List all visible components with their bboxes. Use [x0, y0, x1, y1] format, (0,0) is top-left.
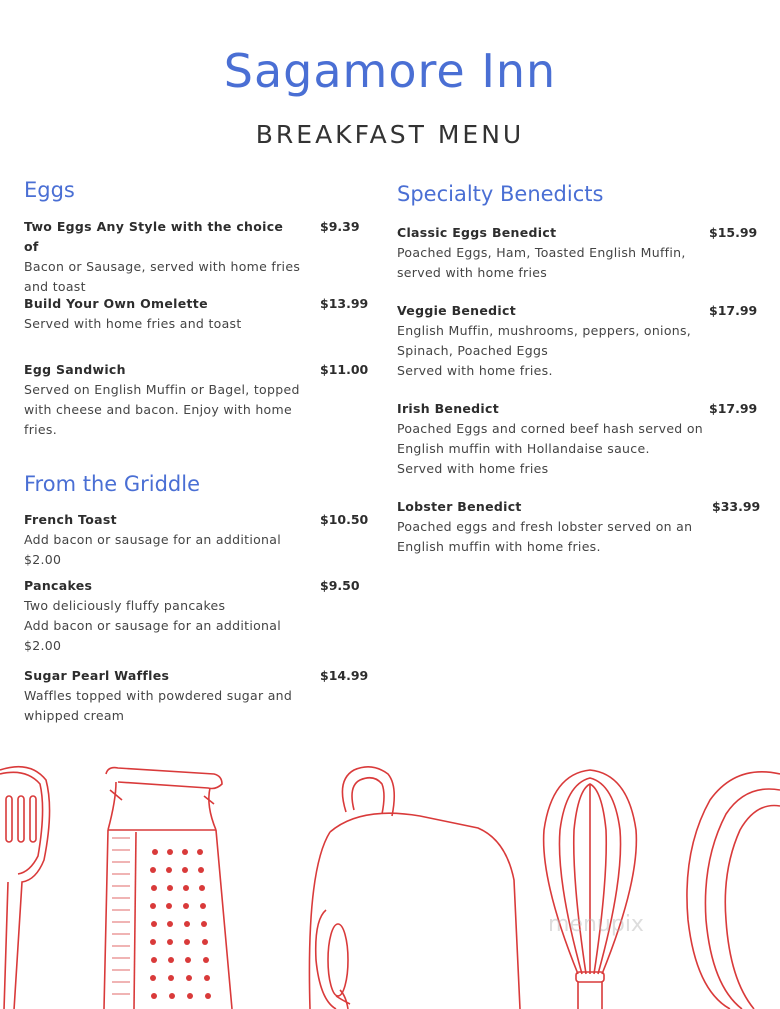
menu-item: [397, 301, 758, 381]
item-name: Two Eggs Any Style with the choice of: [24, 219, 284, 254]
item-price: $11.00: [320, 362, 369, 377]
item-price: $10.50: [320, 512, 369, 527]
restaurant-name: Sagamore Inn: [223, 44, 557, 98]
menu-item: [24, 294, 369, 334]
item-description: Poached Eggs and corned beef hash served on English muffin with Hollandaise sauce.: [397, 421, 703, 456]
menu-item: [397, 223, 758, 283]
item-price: $15.99: [709, 225, 758, 240]
item-name: Egg Sandwich: [24, 362, 126, 377]
menu-item: [24, 666, 369, 726]
section-title-benedicts: Specialty Benedicts: [397, 182, 604, 206]
spatula-icon: [0, 767, 50, 1009]
menu-item: [24, 510, 369, 570]
item-description-extra: Served with home fries.: [397, 363, 553, 378]
item-price: $9.39: [320, 219, 360, 234]
menu-item: [24, 576, 360, 656]
item-name: French Toast: [24, 512, 117, 527]
menu-title: BREAKFAST MENU: [255, 120, 525, 149]
item-name: Sugar Pearl Waffles: [24, 668, 170, 683]
item-price: $17.99: [709, 303, 758, 318]
watermark: menupix: [548, 912, 644, 937]
item-name: Pancakes: [24, 578, 93, 593]
kitchen-tools-illustration: [0, 760, 780, 1009]
item-description: Two deliciously fluffy pancakes: [24, 598, 226, 613]
grater-icon: [104, 768, 232, 1009]
item-name: Classic Eggs Benedict: [397, 225, 557, 240]
item-price: $33.99: [712, 499, 761, 514]
item-name: Irish Benedict: [397, 401, 499, 416]
whisk-icon: [544, 770, 637, 1009]
item-name: Build Your Own Omelette: [24, 296, 208, 311]
item-price: $13.99: [320, 296, 369, 311]
item-description: Waffles topped with powdered sugar and whipped cream: [24, 688, 293, 723]
item-description: English Muffin, mushrooms, peppers, onions, Spinach, Poached Eggs: [397, 323, 692, 358]
menu-item: [397, 497, 761, 557]
item-price: $14.99: [320, 668, 369, 683]
item-description: Poached Eggs, Ham, Toasted English Muffin, served with home fries: [397, 245, 686, 280]
item-name: Lobster Benedict: [397, 499, 522, 514]
pan-icon: [687, 772, 780, 1009]
menu-item: [397, 399, 758, 479]
item-price: $17.99: [709, 401, 758, 416]
item-description: Poached eggs and fresh lobster served on an English muffin with home fries.: [397, 519, 693, 554]
item-description-extra: Add bacon or sausage for an additional $2.00: [24, 618, 282, 653]
item-description-extra: Served with home fries: [397, 461, 549, 476]
item-name: Veggie Benedict: [397, 303, 516, 318]
item-description: Add bacon or sausage for an additional $2.00: [24, 532, 282, 567]
item-description: Served with home fries and toast: [24, 316, 242, 331]
item-price: $9.50: [320, 578, 360, 593]
menu-item: [24, 360, 369, 440]
section-title-eggs: Eggs: [24, 178, 75, 202]
pot-icon: [309, 767, 520, 1009]
menu-item: [24, 217, 360, 297]
item-description: Served on English Muffin or Bagel, topped with cheese and bacon. Enjoy with home fries.: [24, 382, 300, 437]
item-description: Bacon or Sausage, served with home fries and toast: [24, 259, 301, 294]
section-title-griddle: From the Griddle: [24, 472, 200, 496]
